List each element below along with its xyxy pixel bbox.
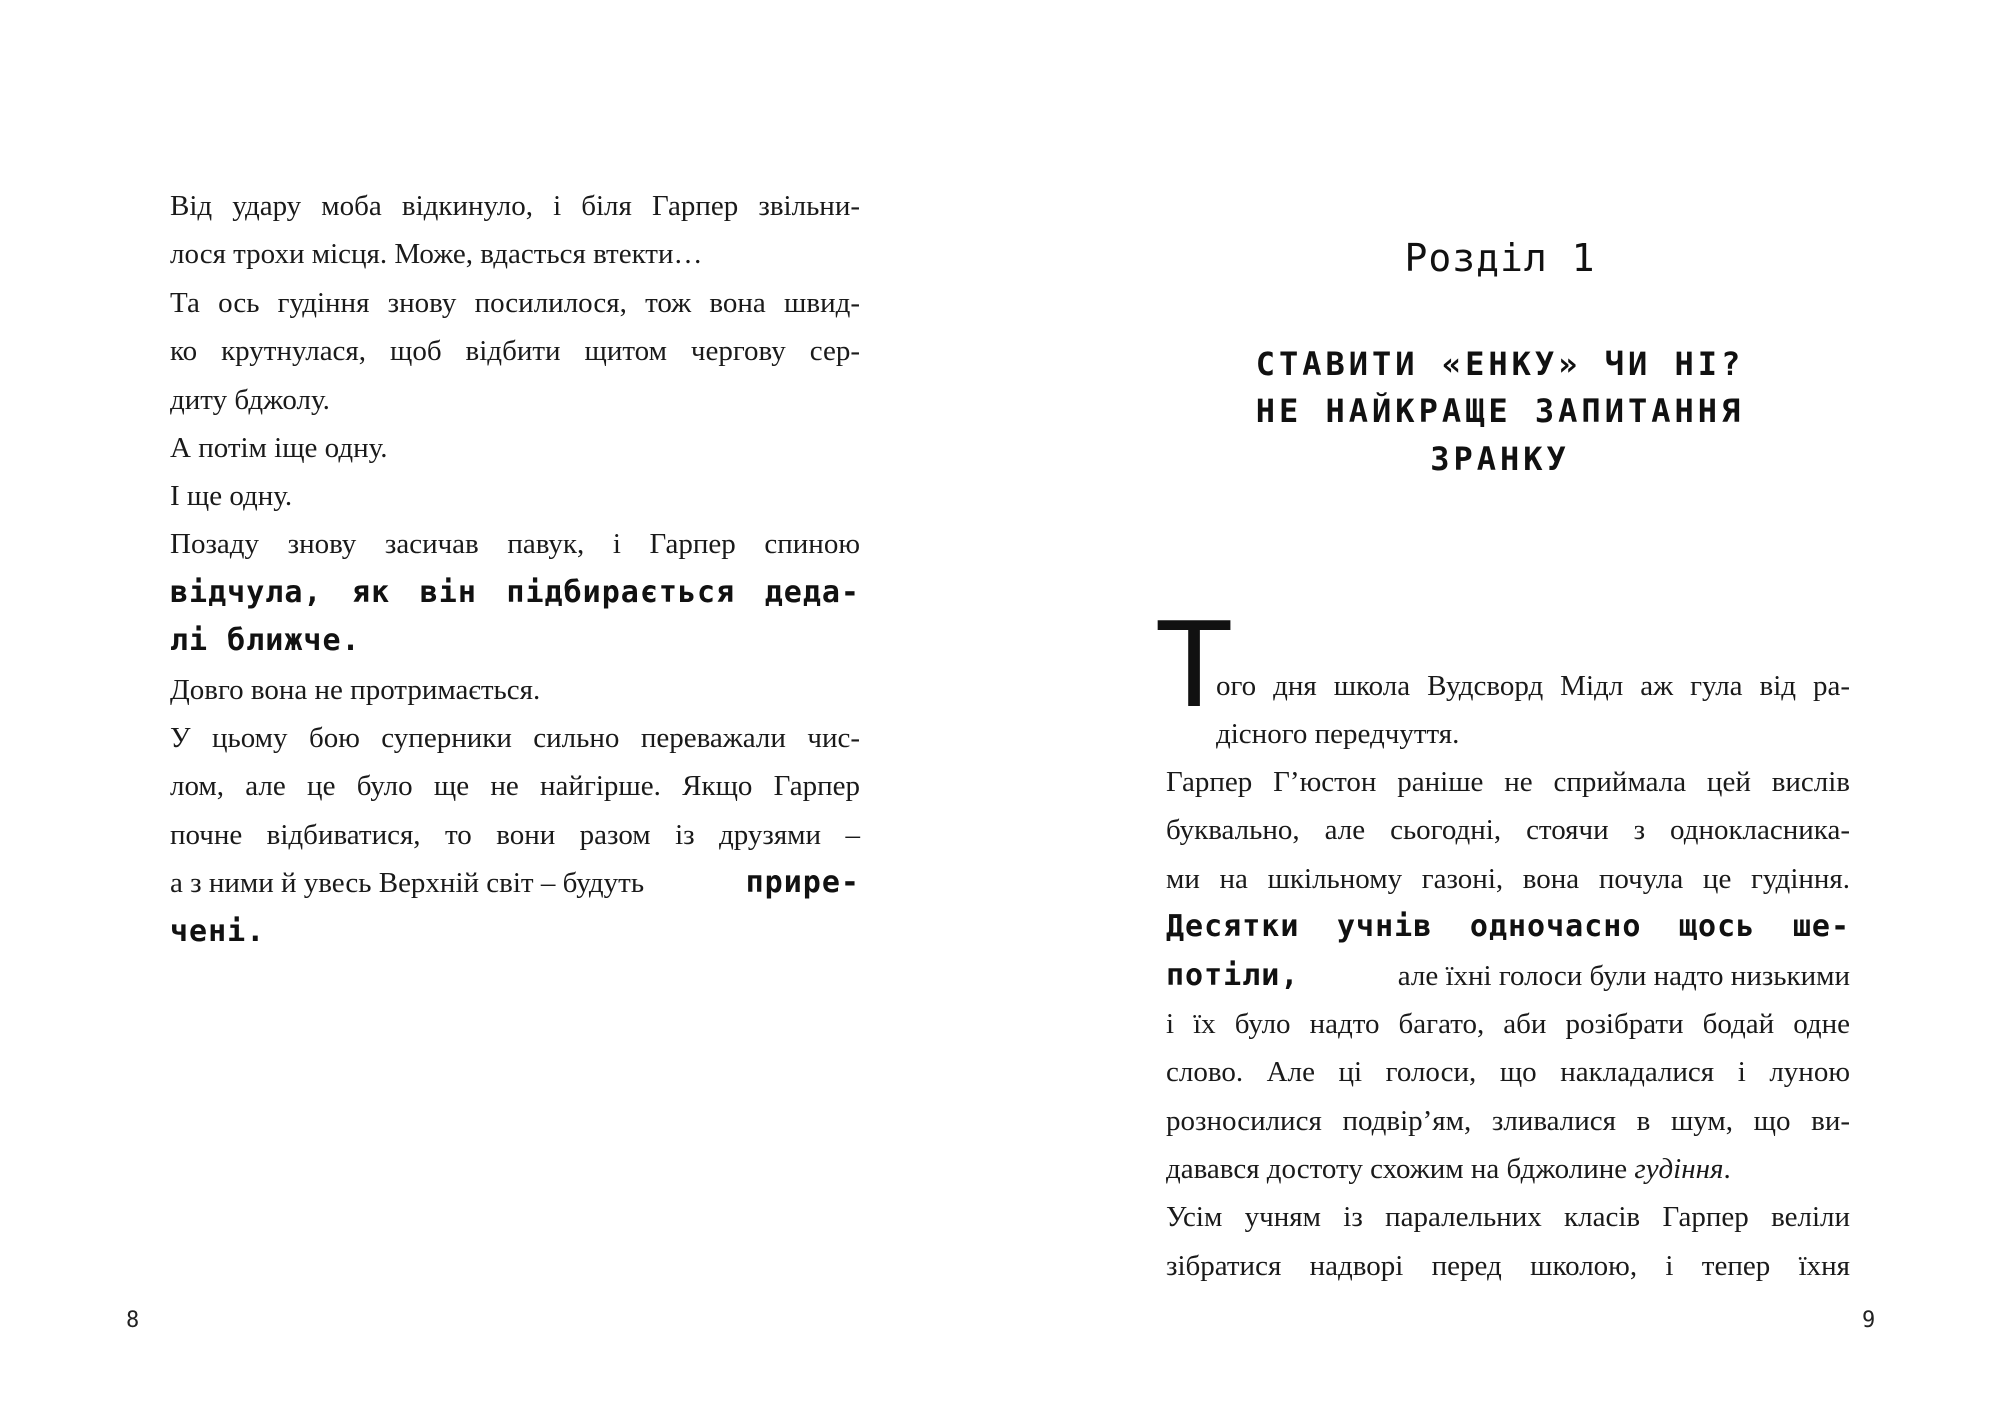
text-line: і їх було надто багато, аби розібрати бодай одне bbox=[1166, 1008, 1850, 1040]
text-line: У цьому бою суперники сильно переважали чис- bbox=[170, 722, 860, 754]
text-line: розносилися подвір’ям, зливалися в шум, що ви- bbox=[1166, 1105, 1850, 1137]
text-line: зібратися надворі перед школою, і тепер їхня bbox=[1166, 1250, 1850, 1282]
text-line: ко крутнулася, щоб відбити щитом чергову сер- bbox=[170, 335, 860, 367]
text-line: ми на шкільному газоні, вона почула це гудіння. bbox=[1166, 863, 1850, 895]
text-line: диту бджолу. bbox=[170, 384, 330, 416]
page-number-left: 8 bbox=[126, 1308, 140, 1333]
text-line: лося трохи місця. Може, вдасться втекти… bbox=[170, 238, 703, 270]
chapter-title-line: НЕ НАЙКРАЩЕ ЗАПИТАННЯ bbox=[1255, 392, 1745, 430]
text-line: А потім іще одну. bbox=[170, 432, 388, 464]
text-line bbox=[1166, 958, 1850, 998]
chapter-title-line: СТАВИТИ «ЕНКУ» ЧИ НІ? bbox=[1255, 345, 1745, 383]
text-line: Та ось гудіння знову посилилося, тож вона швид- bbox=[170, 287, 860, 319]
text-line bbox=[170, 865, 860, 905]
chapter-label: Розділ 1 bbox=[1404, 236, 1596, 280]
text-line: Позаду знову засичав павук, і Гарпер спиною bbox=[170, 528, 860, 560]
drop-cap: Т bbox=[1158, 596, 1231, 734]
text-line bbox=[1166, 1151, 1850, 1191]
text-line: Гарпер Г’юстон раніше не сприймала цей вислів bbox=[1166, 766, 1850, 798]
emphasis-fragment: потіли, bbox=[1166, 958, 1300, 993]
text-fragment: . bbox=[1723, 1153, 1731, 1185]
text-line: І ще одну. bbox=[170, 480, 293, 512]
text-line: лом, але це було ще не найгірше. Якщо Гарпер bbox=[170, 770, 860, 802]
text-fragment: але їхні голоси були надто низькими bbox=[1397, 960, 1850, 992]
text-fragment: давався достоту схожим на бджолине bbox=[1166, 1153, 1635, 1185]
text-line: Від удару моба відкинуло, і біля Гарпер звільни- bbox=[170, 190, 860, 222]
emphasis-line: Десятки учнів одночасно щось ше- bbox=[1166, 909, 1850, 944]
emphasis-line: лі ближче. bbox=[170, 623, 361, 658]
text-line: ого дня школа Вудсворд Мідл аж гула від ра- bbox=[1216, 670, 1850, 702]
text-fragment: а з ними й увесь Верхній світ – будуть bbox=[170, 867, 645, 899]
text-line: почне відбиватися, то вони разом із друзями – bbox=[170, 819, 860, 851]
italic-fragment: гудіння bbox=[1634, 1153, 1724, 1185]
chapter-title-line: ЗРАНКУ bbox=[1430, 440, 1570, 478]
text-line: слово. Але ці голоси, що накладалися і луною bbox=[1166, 1056, 1850, 1088]
emphasis-line: відчула, як він підбирається деда- bbox=[170, 575, 860, 610]
text-line: буквально, але сьогодні, стоячи з однокласника- bbox=[1166, 814, 1850, 846]
text-line: дісного передчуття. bbox=[1216, 718, 1460, 750]
text-line: Довго вона не протримається. bbox=[170, 674, 541, 706]
page-number-right: 9 bbox=[1862, 1308, 1876, 1333]
emphasis-fragment: прире- bbox=[745, 865, 860, 900]
emphasis-line: чені. bbox=[170, 914, 266, 949]
text-line: Усім учням із паралельних класів Гарпер веліли bbox=[1166, 1201, 1850, 1233]
